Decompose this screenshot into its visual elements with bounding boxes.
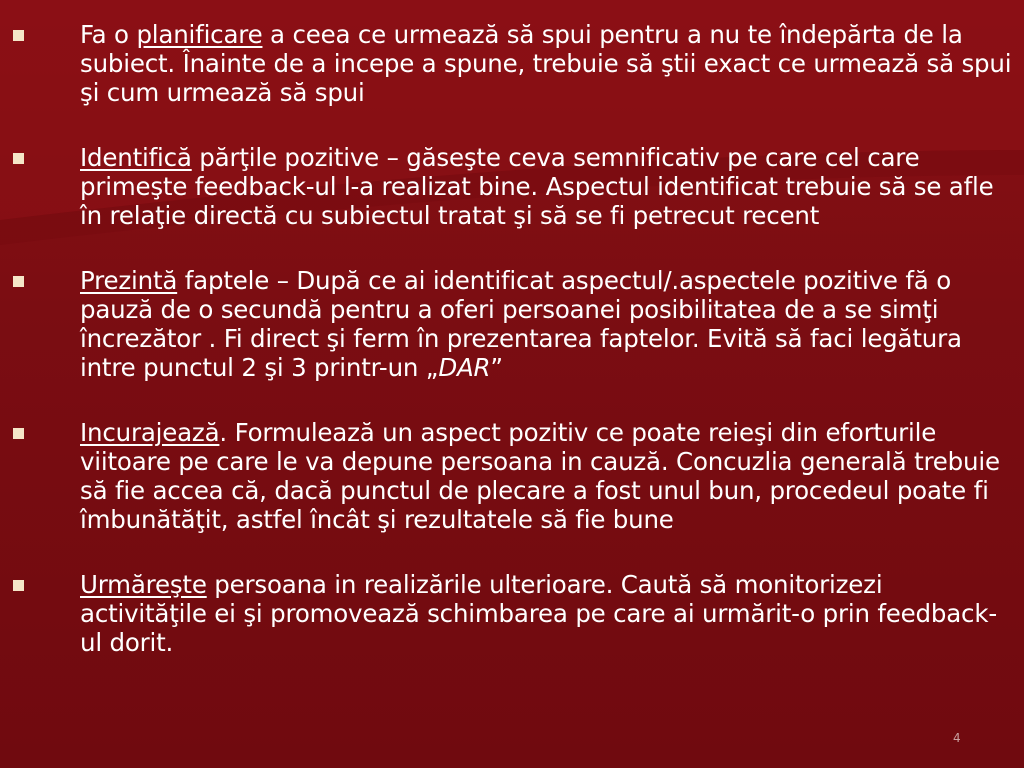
item-keyword: Incurajează [80,418,220,447]
item-text-before: Fa o [80,20,137,49]
item-text: . Formulează un aspect pozitiv ce poate reieşi din eforturile viitoare pe care le va depune persoana in cauză. Concuzlia generală trebuie să fie accea că, dacă punctul de plecare a fost unul bun, procedeul poate fi îmbunătăţit, astfel încât şi rezultatele să fie bune [80,418,1000,534]
list-item [0,418,1024,534]
bullet-list [0,20,1024,693]
item-keyword: Urmăreşte [80,570,207,599]
item-keyword: Identifică [80,143,192,172]
item-text: părţile pozitive – găseşte ceva semnificativ pe care cel care primeşte feedback-ul l-a realizat bine. Aspectul identificat trebuie să se afle în relaţie directă cu subiectul tratat şi să se fi petrecut recent [80,143,994,230]
item-text: a ceea ce urmează să spui pentru a nu te îndepărta de la subiect. Înainte de a incepe a spune, trebuie să ştii exact ce urmează să spui şi cum urmează să spui [80,20,1012,107]
page-number: 4 [953,731,961,745]
square-bullet-icon [13,428,24,439]
list-item [0,143,1024,230]
item-keyword: planificare [136,20,263,49]
item-text: persoana in realizările ulterioare. Caută să monitorizezi activităţile ei şi promovează schimbarea pe care ai urmărit-o prin feedback-ul dorit. [80,570,997,657]
square-bullet-icon [13,276,24,287]
list-item [0,20,1024,107]
square-bullet-icon [13,153,24,164]
square-bullet-icon [13,30,24,41]
item-text: faptele – După ce ai identificat aspectul/.aspectele pozitive fă o pauză de o secundă pentru a oferi persoanei posibilitatea de a se simţi încrezător . Fi direct şi ferm în prezentarea faptelor. Evită să faci legătura intre punctul 2 şi 3 printr-un „ [80,266,962,382]
item-emphasis: DAR [438,353,491,382]
item-keyword: Prezintă [80,266,178,295]
square-bullet-icon [13,580,24,591]
item-text-tail: ” [490,353,503,382]
list-item [0,266,1024,382]
list-item [0,570,1024,657]
